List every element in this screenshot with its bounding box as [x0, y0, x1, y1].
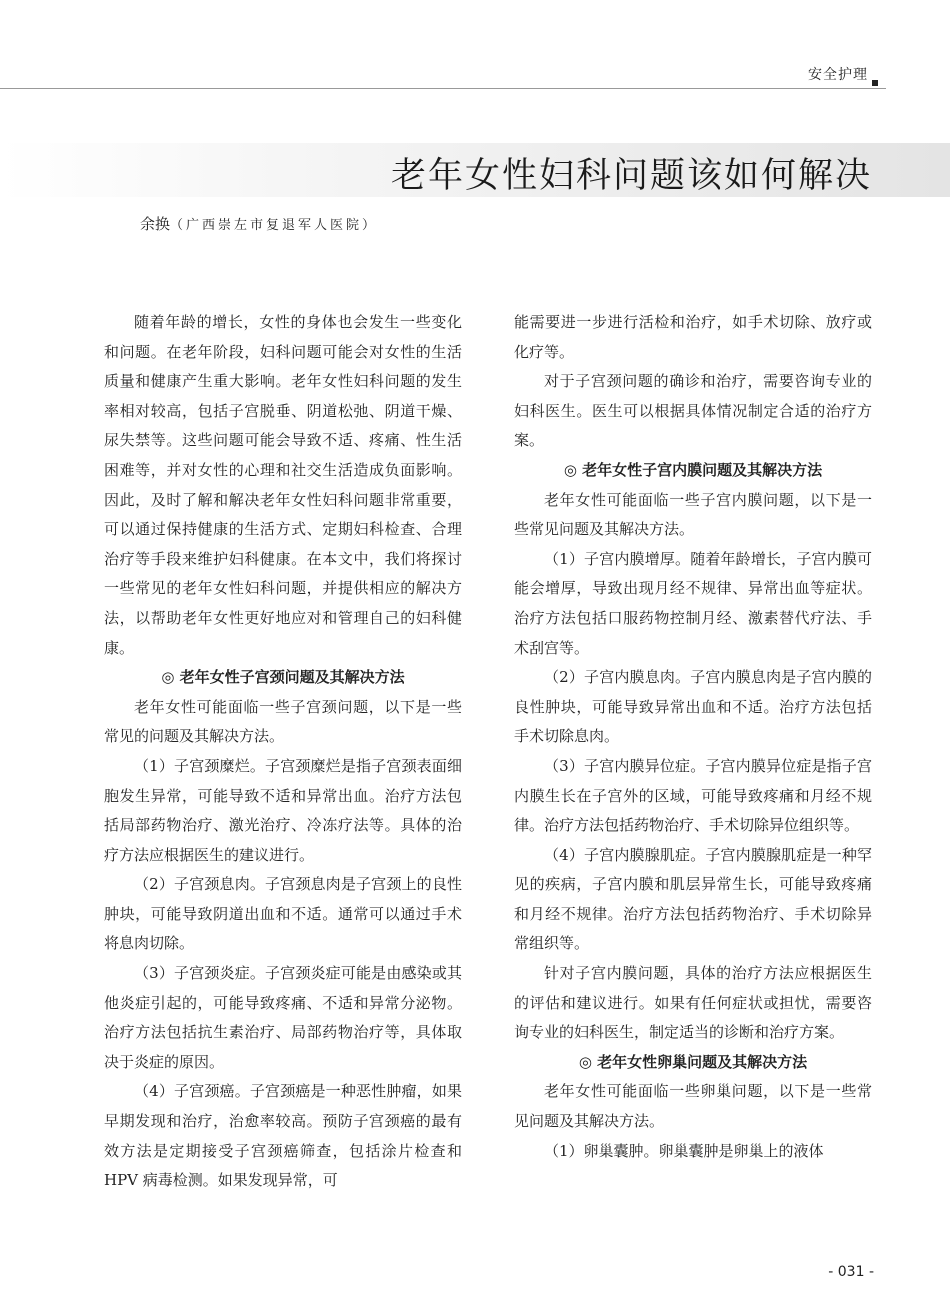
paragraph: （2）子宫颈息肉。子宫颈息肉是子宫颈上的良性肿块，可能导致阴道出血和不适。通常可以通过手术将息肉切除。: [104, 875, 462, 953]
paragraph: （4）子宫内膜腺肌症。子宫内膜腺肌症是一种罕见的疾病，子宫内膜和肌层异常生长，可能导致疼痛和月经不规律。治疗方法包括药物治疗、手术切除异常组织等。: [514, 845, 872, 953]
byline: [140, 213, 378, 234]
section-heading-cervix: ◎ 老年女性子宫颈问题及其解决方法: [161, 668, 405, 687]
header-rule: [0, 88, 886, 89]
paragraph-continued: 能需要进一步进行活检和治疗，如手术切除、放疗或化疗等。: [514, 313, 872, 361]
paragraph: （4）子宫颈癌。子宫颈癌是一种恶性肿瘤，如果早期发现和治疗，治愈率较高。预防子宫颈癌的最有效方法是定期接受子宫颈癌筛查，包括涂片检查和 HPV 病毒检测。如果发现异常，可: [104, 1082, 462, 1190]
author-affiliation: （广西崇左市复退军人医院）: [170, 218, 379, 233]
section-heading-endometrium: ◎ 老年女性子宫内膜问题及其解决方法: [563, 460, 823, 479]
paragraph: 针对子宫内膜问题，具体的治疗方法应根据医生的评估和建议进行。如果有任何症状或担忧，需要咨询专业的妇科医生，制定适当的诊断和治疗方案。: [514, 964, 872, 1042]
paragraph: 老年女性可能面临一些子宫颈问题，以下是一些常见的问题及其解决方法。: [104, 697, 462, 746]
intro-paragraph: 随着年龄的增长，女性的身体也会发生一些变化和问题。在老年阶段，妇科问题可能会对女性的生活质量和健康产生重大影响。老年女性妇科问题的发生率相对较高，包括子宫脱垂、阴道松弛、阴道干燥、尿失禁等。这些问题可能会导致不适、疼痛、性生活困难等，并对女性的心理和社交生活造成负面影响。因此，及时了解和解决老年女性妇科问题非常重要，可以通过保持健康的生活方式、定期妇科检查、合理治疗等手段来维护妇科健康。在本文中，我们将探讨一些常见的老年女性妇科问题，并提供相应的解决方法，以帮助老年女性更好地应对和管理自己的妇科健康。: [104, 313, 462, 657]
article-title: 老年女性妇科问题该如何解决: [390, 156, 872, 196]
author-name: 余换: [140, 215, 171, 233]
paragraph: （2）子宫内膜息肉。子宫内膜息肉是子宫内膜的良性肿块，可能导致异常出血和不适。治疗方法包括手术切除息肉。: [514, 668, 872, 746]
paragraph: （3）子宫内膜异位症。子宫内膜异位症是指子宫内膜生长在子宫外的区域，可能导致疼痛和月经不规律。治疗方法包括药物治疗、手术切除异位组织等。: [514, 756, 872, 835]
section-marker-icon: [872, 80, 878, 86]
paragraph: （3）子宫颈炎症。子宫颈炎症可能是由感染或其他炎症引起的，可能导致疼痛、不适和异常分泌物。治疗方法包括抗生素治疗、局部药物治疗等，具体取决于炎症的原因。: [104, 964, 462, 1071]
paragraph: 对于子宫颈问题的确诊和治疗，需要咨询专业的妇科医生。医生可以根据具体情况制定合适的治疗方案。: [514, 372, 872, 450]
section-heading-ovary: ◎ 老年女性卵巢问题及其解决方法: [578, 1052, 808, 1071]
paragraph: （1）卵巢囊肿。卵巢囊肿是卵巢上的液体: [544, 1141, 824, 1160]
paragraph: （1）子宫颈糜烂。子宫颈糜烂是指子宫颈表面细胞发生异常，可能导致不适和异常出血。治疗方法包括局部药物治疗、激光治疗、冷冻疗法等。具体的治疗方法应根据医生的建议进行。: [104, 756, 462, 864]
section-label: 安全护理: [808, 67, 868, 83]
paragraph: 老年女性可能面临一些子宫内膜问题，以下是一些常见问题及其解决方法。: [514, 490, 872, 539]
page-number: - 031 -: [828, 1264, 874, 1280]
paragraph: 老年女性可能面临一些卵巢问题，以下是一些常见问题及其解决方法。: [514, 1082, 872, 1131]
paragraph: （1）子宫内膜增厚。随着年龄增长，子宫内膜可能会增厚，导致出现月经不规律、异常出血等症状。治疗方法包括口服药物控制月经、激素替代疗法、手术刮宫等。: [514, 549, 872, 657]
left-column: [104, 308, 462, 1258]
right-column: [514, 308, 872, 1258]
